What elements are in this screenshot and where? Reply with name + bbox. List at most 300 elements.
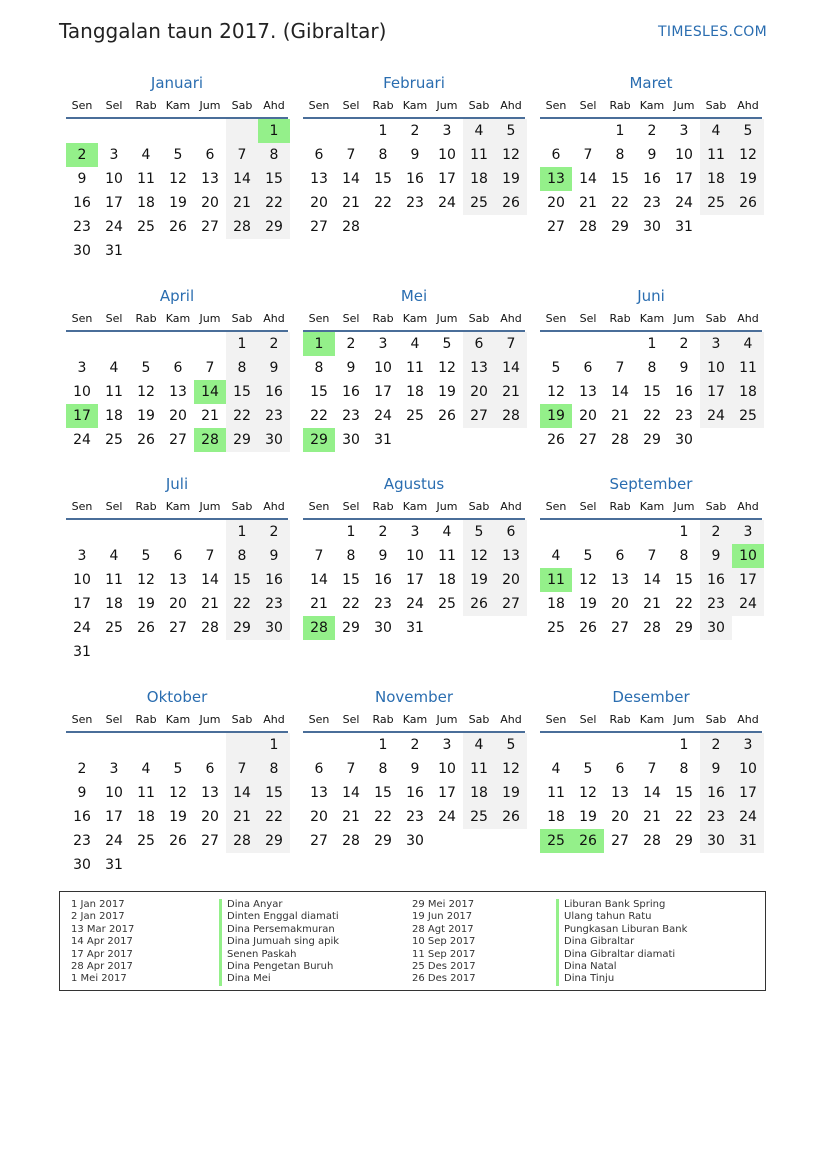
holiday-names-col-1	[219, 899, 412, 990]
holiday-date: 19 Jun 2017	[412, 911, 473, 923]
day-cell: 12	[169, 785, 187, 801]
day-cell: 29	[374, 833, 392, 849]
weekday-label: Sel	[342, 312, 360, 325]
day-cell: 15	[226, 380, 258, 404]
day-cell: 30	[406, 833, 424, 849]
empty-day-cell	[604, 332, 636, 356]
day-cell: 21	[310, 596, 328, 612]
day-cell: 23	[73, 219, 91, 235]
day-cell: 4	[463, 733, 495, 757]
day-cell: 30	[73, 243, 91, 259]
day-cell: 9	[258, 544, 290, 568]
day-cell: 23	[258, 404, 290, 428]
weekday-label: Sen	[308, 312, 330, 325]
empty-day-cell	[572, 332, 604, 356]
month-title: Februari	[383, 74, 445, 92]
day-cell: 14	[201, 572, 219, 588]
day-cell: 14	[310, 572, 328, 588]
day-cell: 3	[700, 332, 732, 356]
day-cell: 20	[169, 596, 187, 612]
site-link[interactable]: TIMESLES.COM	[658, 24, 767, 40]
day-cell: 9	[700, 544, 732, 568]
day-cell: 16	[73, 809, 91, 825]
day-cell: 6	[495, 520, 527, 544]
empty-day-cell	[572, 733, 604, 757]
day-cell: 25	[463, 191, 495, 215]
day-cell: 25	[137, 219, 155, 235]
day-cell: 13	[169, 572, 187, 588]
holiday-date: 17 Apr 2017	[71, 948, 133, 960]
weekday-label: Sel	[105, 500, 123, 513]
day-cell: 19	[495, 167, 527, 191]
day-cell: 1	[226, 332, 258, 356]
day-cell: 8	[226, 544, 258, 568]
day-cell: 4	[700, 119, 732, 143]
day-cell: 22	[374, 809, 392, 825]
weekday-label: Ahd	[263, 500, 285, 513]
month-title: Maret	[629, 74, 673, 92]
day-cell: 5	[141, 548, 151, 564]
day-cell: 8	[679, 548, 689, 564]
day-cell: 8	[258, 757, 290, 781]
holiday-name: Dina Gibraltar	[556, 936, 766, 948]
day-cell: 7	[495, 332, 527, 356]
day-cell: 21	[643, 809, 661, 825]
day-cell: 3	[732, 733, 764, 757]
day-cell: 17	[675, 171, 693, 187]
holiday-name: Dina Anyar	[219, 899, 412, 911]
weekday-label: Sen	[308, 713, 330, 726]
day-cell: 12	[579, 785, 597, 801]
day-cell: 7	[346, 147, 356, 163]
day-cell: 21	[611, 408, 629, 424]
day-cell: 31	[105, 243, 123, 259]
day-cell: 29	[675, 833, 693, 849]
weekday-label: Sen	[308, 99, 330, 112]
day-cell: 30	[700, 829, 732, 853]
day-cell: 19	[579, 809, 597, 825]
weekday-label: Jum	[673, 99, 695, 112]
holiday-day-cell: 14	[194, 380, 226, 404]
holiday-name: Senen Paskah	[219, 949, 412, 961]
day-cell: 21	[226, 805, 258, 829]
weekday-label: Sab	[705, 312, 727, 325]
day-cell: 11	[406, 360, 424, 376]
day-cell: 24	[700, 404, 732, 428]
day-cell: 28	[579, 219, 597, 235]
day-cell: 16	[700, 781, 732, 805]
day-cell: 25	[700, 191, 732, 215]
day-cell: 20	[201, 195, 219, 211]
day-grid	[540, 733, 762, 853]
day-cell: 27	[201, 833, 219, 849]
day-cell: 11	[463, 757, 495, 781]
day-cell: 14	[495, 356, 527, 380]
empty-day-cell	[162, 520, 194, 544]
empty-day-cell	[572, 119, 604, 143]
weekday-label: Sab	[468, 500, 490, 513]
day-cell: 14	[611, 384, 629, 400]
holiday-day-cell: 28	[303, 616, 335, 640]
weekday-header	[303, 710, 525, 733]
day-cell: 12	[463, 544, 495, 568]
day-cell: 18	[463, 781, 495, 805]
weekday-header	[540, 309, 762, 332]
day-cell: 12	[495, 757, 527, 781]
weekday-label: Rab	[609, 713, 631, 726]
day-cell: 13	[495, 544, 527, 568]
day-cell: 10	[105, 171, 123, 187]
month-title: Oktober	[146, 688, 208, 706]
empty-day-cell	[636, 520, 668, 544]
weekday-label: Kam	[639, 713, 665, 726]
day-cell: 19	[495, 781, 527, 805]
day-cell: 9	[77, 785, 87, 801]
day-cell: 11	[547, 785, 565, 801]
day-cell: 25	[438, 596, 456, 612]
month-11	[540, 684, 762, 872]
day-cell: 22	[374, 195, 392, 211]
day-cell: 3	[109, 147, 119, 163]
month-title: September	[609, 475, 693, 493]
day-cell: 22	[643, 408, 661, 424]
weekday-label: Ahd	[263, 312, 285, 325]
day-cell: 3	[442, 123, 452, 139]
day-cell: 20	[169, 408, 187, 424]
weekday-label: Sen	[71, 713, 93, 726]
day-cell: 22	[258, 805, 290, 829]
day-cell: 30	[258, 616, 290, 640]
holiday-date: 2 Jan 2017	[71, 911, 125, 923]
weekday-label: Sel	[342, 500, 360, 513]
holiday-day-cell: 17	[66, 404, 98, 428]
day-cell: 27	[463, 404, 495, 428]
day-grid	[303, 733, 525, 853]
weekday-label: Sab	[468, 312, 490, 325]
month-0	[66, 70, 288, 283]
day-cell: 25	[463, 805, 495, 829]
day-cell: 11	[137, 785, 155, 801]
weekday-label: Ahd	[737, 99, 759, 112]
day-cell: 29	[643, 432, 661, 448]
weekday-label: Sen	[308, 500, 330, 513]
day-cell: 1	[346, 524, 356, 540]
day-cell: 28	[611, 432, 629, 448]
day-grid	[66, 733, 288, 877]
weekday-label: Sen	[545, 713, 567, 726]
day-cell: 7	[346, 761, 356, 777]
day-cell: 20	[547, 195, 565, 211]
day-cell: 28	[495, 404, 527, 428]
day-cell: 2	[258, 332, 290, 356]
empty-day-cell	[540, 520, 572, 544]
day-cell: 10	[700, 356, 732, 380]
weekday-label: Kam	[402, 312, 428, 325]
day-grid	[66, 520, 288, 664]
day-cell: 29	[258, 829, 290, 853]
day-cell: 16	[675, 384, 693, 400]
day-cell: 15	[675, 785, 693, 801]
weekday-label: Sab	[231, 713, 253, 726]
day-cell: 4	[442, 524, 452, 540]
holiday-name: Dina Gibraltar diamati	[556, 949, 766, 961]
day-cell: 15	[374, 785, 392, 801]
day-cell: 21	[342, 195, 360, 211]
weekday-label: Ahd	[500, 500, 522, 513]
holiday-dates-col-1	[71, 899, 219, 990]
day-cell: 26	[169, 833, 187, 849]
day-cell: 14	[226, 781, 258, 805]
day-cell: 5	[495, 119, 527, 143]
empty-day-cell	[130, 733, 162, 757]
day-cell: 1	[679, 524, 689, 540]
day-cell: 31	[406, 620, 424, 636]
day-cell: 16	[342, 384, 360, 400]
day-cell: 24	[105, 833, 123, 849]
empty-day-cell	[130, 520, 162, 544]
weekday-label: Sel	[105, 99, 123, 112]
month-title: Agustus	[383, 475, 445, 493]
holiday-name: Dinten Enggal diamati	[219, 911, 412, 923]
day-cell: 7	[226, 143, 258, 167]
day-cell: 21	[643, 596, 661, 612]
weekday-label: Kam	[639, 99, 665, 112]
day-cell: 24	[374, 408, 392, 424]
day-cell: 19	[137, 596, 155, 612]
day-cell: 7	[647, 548, 657, 564]
weekday-label: Ahd	[500, 99, 522, 112]
day-cell: 26	[495, 191, 527, 215]
day-cell: 13	[169, 384, 187, 400]
day-cell: 17	[732, 781, 764, 805]
day-grid	[303, 520, 525, 640]
day-cell: 19	[137, 408, 155, 424]
empty-day-cell	[98, 520, 130, 544]
day-cell: 28	[201, 620, 219, 636]
month-9	[66, 684, 288, 872]
empty-day-cell	[540, 119, 572, 143]
day-cell: 10	[438, 147, 456, 163]
day-cell: 3	[378, 336, 388, 352]
day-cell: 16	[700, 568, 732, 592]
weekday-label: Sel	[579, 312, 597, 325]
day-cell: 29	[226, 428, 258, 452]
day-cell: 27	[547, 219, 565, 235]
day-cell: 27	[495, 592, 527, 616]
day-grid	[303, 119, 525, 239]
holiday-date: 28 Apr 2017	[71, 961, 133, 973]
day-cell: 26	[137, 432, 155, 448]
day-cell: 2	[647, 123, 657, 139]
day-cell: 17	[438, 171, 456, 187]
empty-day-cell	[194, 733, 226, 757]
holiday-name: Dina Pengetan Buruh	[219, 961, 412, 973]
day-cell: 3	[442, 737, 452, 753]
day-cell: 9	[77, 171, 87, 187]
month-5	[540, 283, 762, 471]
holiday-day-cell: 11	[540, 568, 572, 592]
day-cell: 27	[169, 432, 187, 448]
holiday-day-cell: 29	[303, 428, 335, 452]
month-8	[540, 471, 762, 684]
day-cell: 23	[675, 408, 693, 424]
weekday-label: Sen	[545, 99, 567, 112]
day-cell: 3	[732, 520, 764, 544]
day-cell: 5	[583, 548, 593, 564]
weekday-label: Ahd	[263, 99, 285, 112]
holiday-day-cell: 19	[540, 404, 572, 428]
day-cell: 30	[73, 857, 91, 873]
day-cell: 4	[109, 548, 119, 564]
weekday-label: Sel	[579, 99, 597, 112]
empty-day-cell	[540, 733, 572, 757]
weekday-label: Jum	[673, 713, 695, 726]
day-cell: 27	[169, 620, 187, 636]
day-cell: 18	[732, 380, 764, 404]
day-cell: 5	[495, 733, 527, 757]
weekday-label: Ahd	[737, 500, 759, 513]
holiday-legend	[59, 891, 766, 991]
day-cell: 27	[611, 620, 629, 636]
day-cell: 2	[378, 524, 388, 540]
day-cell: 12	[547, 384, 565, 400]
day-cell: 28	[643, 620, 661, 636]
day-cell: 7	[314, 548, 324, 564]
weekday-label: Ahd	[737, 312, 759, 325]
day-cell: 22	[611, 195, 629, 211]
day-cell: 11	[700, 143, 732, 167]
day-cell: 17	[374, 384, 392, 400]
day-cell: 6	[551, 147, 561, 163]
day-cell: 22	[675, 809, 693, 825]
weekday-label: Kam	[402, 713, 428, 726]
month-title: Juni	[637, 287, 665, 305]
weekday-label: Sab	[705, 713, 727, 726]
day-cell: 2	[346, 336, 356, 352]
day-cell: 13	[579, 384, 597, 400]
month-10	[303, 684, 525, 872]
weekday-header	[66, 497, 288, 520]
day-cell: 30	[374, 620, 392, 636]
day-cell: 8	[346, 548, 356, 564]
day-cell: 31	[732, 829, 764, 853]
day-cell: 1	[226, 520, 258, 544]
day-cell: 22	[226, 592, 258, 616]
weekday-header	[66, 309, 288, 332]
weekday-label: Sab	[231, 312, 253, 325]
day-cell: 11	[438, 548, 456, 564]
day-cell: 2	[700, 520, 732, 544]
day-cell: 12	[732, 143, 764, 167]
year-calendar	[66, 70, 762, 872]
day-cell: 10	[105, 785, 123, 801]
weekday-label: Kam	[165, 99, 191, 112]
weekday-label: Sel	[105, 312, 123, 325]
month-title: April	[159, 287, 195, 305]
day-cell: 27	[579, 432, 597, 448]
day-cell: 17	[438, 785, 456, 801]
day-cell: 1	[615, 123, 625, 139]
day-cell: 23	[258, 592, 290, 616]
weekday-label: Jum	[673, 500, 695, 513]
day-cell: 6	[314, 147, 324, 163]
day-cell: 17	[700, 380, 732, 404]
day-cell: 5	[141, 360, 151, 376]
weekday-label: Sab	[231, 99, 253, 112]
holiday-date: 1 Mei 2017	[71, 973, 127, 985]
holiday-day-cell: 1	[303, 332, 335, 356]
weekday-label: Rab	[609, 312, 631, 325]
empty-day-cell	[226, 119, 258, 143]
day-cell: 14	[342, 171, 360, 187]
day-cell: 18	[137, 195, 155, 211]
weekday-header	[303, 497, 525, 520]
day-cell: 14	[643, 572, 661, 588]
day-cell: 8	[679, 761, 689, 777]
day-cell: 6	[583, 360, 593, 376]
weekday-label: Rab	[609, 99, 631, 112]
day-cell: 19	[732, 167, 764, 191]
day-cell: 21	[342, 809, 360, 825]
day-cell: 12	[495, 143, 527, 167]
day-cell: 4	[109, 360, 119, 376]
weekday-label: Jum	[199, 99, 221, 112]
day-cell: 2	[410, 737, 420, 753]
weekday-label: Rab	[135, 500, 157, 513]
day-cell: 4	[551, 761, 561, 777]
weekday-label: Rab	[372, 500, 394, 513]
day-cell: 4	[141, 761, 151, 777]
day-cell: 25	[406, 408, 424, 424]
holiday-day-cell: 26	[572, 829, 604, 853]
holiday-name: Dina Tinju	[556, 973, 766, 985]
day-cell: 11	[105, 572, 123, 588]
empty-day-cell	[540, 332, 572, 356]
day-cell: 2	[77, 761, 87, 777]
day-cell: 14	[579, 171, 597, 187]
holiday-names-col-2	[556, 899, 766, 990]
day-cell: 24	[438, 809, 456, 825]
empty-day-cell	[604, 520, 636, 544]
empty-day-cell	[66, 733, 98, 757]
day-cell: 18	[438, 572, 456, 588]
day-grid	[540, 332, 762, 452]
day-cell: 24	[675, 195, 693, 211]
day-cell: 29	[675, 620, 693, 636]
page-title: Tanggalan taun 2017. (Gibraltar)	[59, 19, 387, 43]
day-cell: 16	[643, 171, 661, 187]
day-cell: 20	[201, 809, 219, 825]
month-title: November	[374, 688, 454, 706]
day-cell: 24	[73, 620, 91, 636]
day-cell: 27	[310, 833, 328, 849]
day-cell: 13	[201, 171, 219, 187]
day-cell: 16	[406, 171, 424, 187]
month-2	[540, 70, 762, 283]
day-cell: 9	[410, 761, 420, 777]
day-cell: 1	[378, 737, 388, 753]
day-cell: 23	[700, 805, 732, 829]
day-cell: 19	[438, 384, 456, 400]
day-cell: 25	[105, 620, 123, 636]
day-cell: 17	[73, 596, 91, 612]
day-cell: 10	[73, 384, 91, 400]
day-cell: 28	[342, 833, 360, 849]
day-cell: 13	[201, 785, 219, 801]
holiday-name: Dina Persemakmuran	[219, 924, 412, 936]
day-cell: 24	[73, 432, 91, 448]
day-cell: 29	[611, 219, 629, 235]
